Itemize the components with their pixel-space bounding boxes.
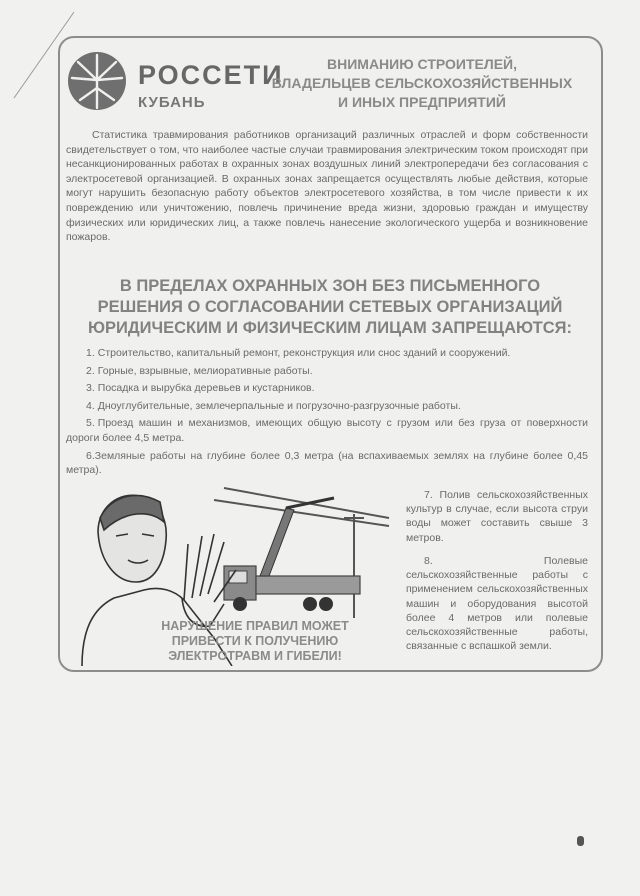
notice-title-line: И ИНЫХ ПРЕДПРИЯТИЙ xyxy=(338,94,506,110)
rule-item: 2. Горные, взрывные, мелиоративные работы. xyxy=(86,364,313,377)
crane-truck-icon xyxy=(224,498,360,611)
notice-title xyxy=(262,55,582,112)
rule-item: 6.Земляные работы на глубине более 0,3 метра (на вспахиваемых землях на глубине более 0,45 метра). xyxy=(66,449,588,477)
prohibition-headline xyxy=(70,276,590,339)
headline-line: ЮРИДИЧЕСКИМ И ФИЗИЧЕСКИМ ЛИЦАМ ЗАПРЕЩАЮТСЯ: xyxy=(88,319,572,337)
warning-line: НАРУШЕНИЕ ПРАВИЛ МОЖЕТ xyxy=(161,619,349,633)
brand-region: КУБАНЬ xyxy=(138,94,206,111)
rules-list xyxy=(66,346,588,478)
rule-item: 1. Строительство, капитальный ремонт, реконструкция или снос зданий и сооружений. xyxy=(86,347,511,359)
brand-name: РОССЕТИ xyxy=(138,60,284,90)
rosseti-logo-icon xyxy=(66,50,128,112)
rule-item-7: 7. Полив сельскохозяйственных культур в случае, если высота струи воды может составить свыше 3 метров. xyxy=(406,489,589,544)
rule-item: 4. Дноуглубительные, землечерпальные и погрузочно-разгрузочные работы. xyxy=(86,399,461,412)
headline-line: В ПРЕДЕЛАХ ОХРАННЫХ ЗОН БЕЗ ПИСЬМЕННОГО xyxy=(119,277,541,295)
page-marker-dot xyxy=(577,836,584,846)
rule-item-8: 8. Полевые сельскохозяйственные работы с применением сельскохозяйственных машин и оборудования высотой более 4 метров или полевые сельскохозяйственные работы, связанные с вспашкой земли. xyxy=(406,555,588,653)
warning-text xyxy=(150,619,360,664)
headline-line: РЕШЕНИЯ О СОГЛАСОВАНИИ СЕТЕВЫХ ОРГАНИЗАЦИЙ xyxy=(97,298,563,316)
warning-line: ПРИВЕСТИ К ПОЛУЧЕНИЮ xyxy=(171,634,339,648)
notice-title-line: ВНИМАНИЮ СТРОИТЕЛЕЙ, xyxy=(327,56,517,72)
rule-item: 3. Посадка и вырубка деревьев и кустарников. xyxy=(86,382,315,395)
intro-paragraph: Статистика травмирования работников организаций различных отраслей и форм собственности свидетельствует о том, что наиболее частые случаи травмирования электрическим током происходят при несанкционированных работах в охранных зонах воздушных линий электропередачи без согласования с электросетевой организацией. В охранных зонах запрещается осуществлять любые действия, которые могут нарушить безопасную работу объектов электросетевого хозяйства, в том числе привести к их повреждению или уничтожению, повлечь причинение вреда жизни, здоровью граждан и имуществу физических или юридических лиц, а также повлечь нанесение экологического ущерба и возникновение пожаров. xyxy=(66,129,588,244)
rule-item: 5. Проезд машин и механизмов, имеющих общую высоту с грузом или без груза от поверхности дороги более 4,5 метра. xyxy=(66,417,588,444)
notice-title-line: ВЛАДЕЛЬЦЕВ СЕЛЬСКОХОЗЯЙСТВЕННЫХ xyxy=(271,75,573,91)
warning-line: ЭЛЕКТРОТРАВМ И ГИБЕЛИ! xyxy=(168,649,342,663)
